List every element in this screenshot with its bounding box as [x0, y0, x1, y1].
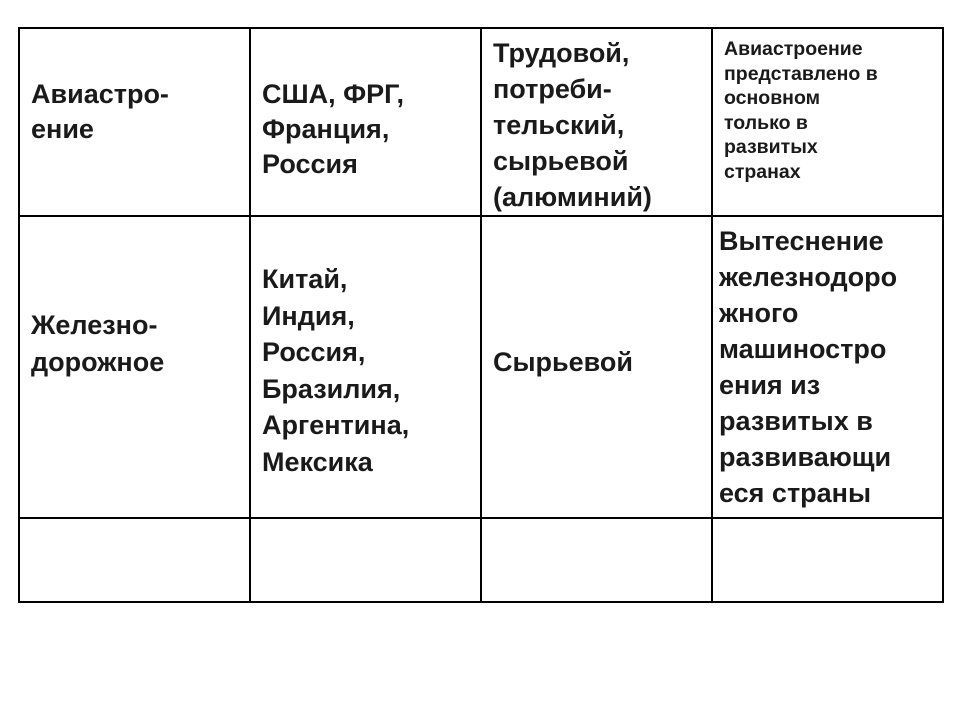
note-cell: [712, 28, 943, 216]
countries-cell: [250, 518, 481, 602]
industry-table: [18, 27, 944, 603]
industry-text: Железно- дорожное: [31, 310, 165, 377]
factor-cell: [481, 518, 712, 602]
industry-cell: [19, 518, 250, 602]
note-text: Авиастроение представлено в основном только в развитых странах: [724, 38, 878, 183]
factor-cell: [481, 28, 712, 216]
countries-text: Китай, Индия, Россия, Бразилия, Аргентина, Мексика: [262, 264, 410, 477]
factor-text: Трудовой, потреби- тельский, сырьевой (алюминий): [493, 38, 652, 212]
factor-text: Сырьевой: [493, 347, 633, 377]
table-row: [19, 28, 943, 216]
note-cell: [712, 518, 943, 602]
industry-cell: [19, 28, 250, 216]
countries-cell: [250, 28, 481, 216]
note-cell: [712, 216, 943, 518]
industry-text: Авиастро- ение: [31, 79, 169, 144]
factor-cell: [481, 216, 712, 518]
note-text: Вытеснение железнодоро жного машиностро ения из развитых в развивающи еся страны: [719, 226, 898, 508]
countries-text: США, ФРГ, Франция, Россия: [262, 79, 404, 179]
countries-cell: [250, 216, 481, 518]
table-row: [19, 518, 943, 602]
industry-cell: [19, 216, 250, 518]
table-row: [19, 216, 943, 518]
